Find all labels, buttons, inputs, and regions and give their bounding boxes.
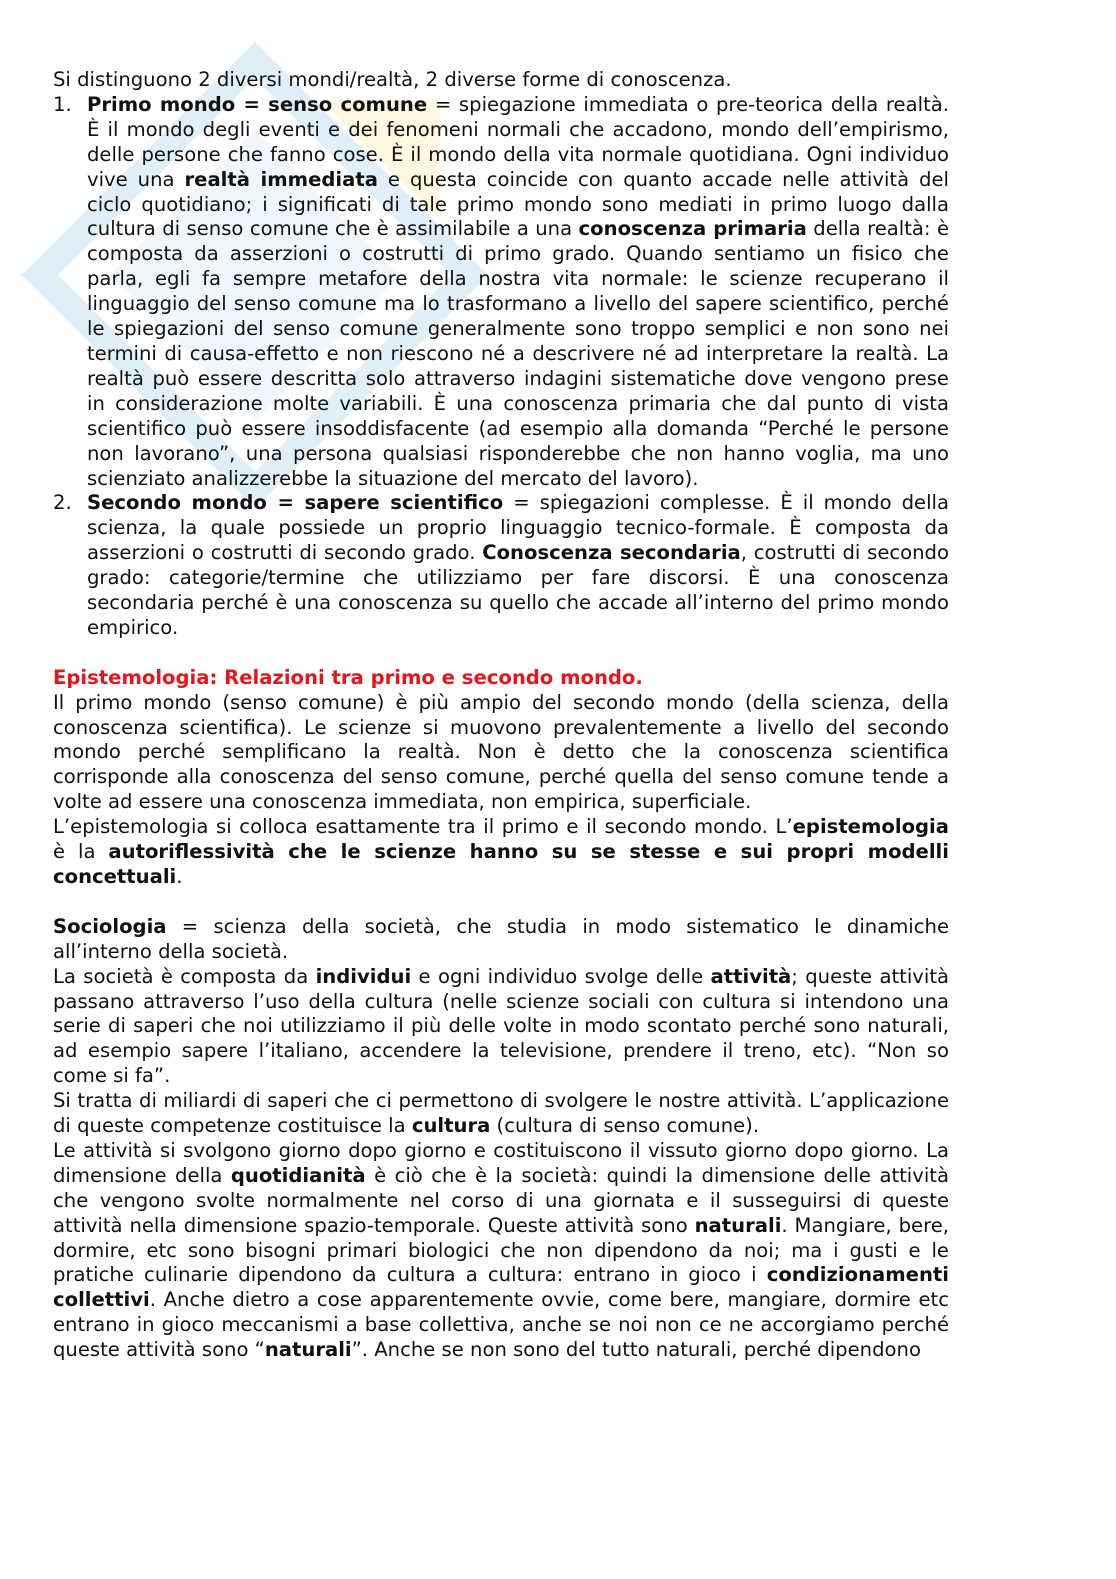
list-item-title: Primo mondo = senso comune bbox=[87, 92, 428, 116]
list-item-text: e questa coincide con quanto accade nelle attività del ciclo quotidiano; i significati di tale primo mondo sono mediati in primo luogo dalla cultura di senso comune che è assimilabile a una bbox=[87, 167, 949, 241]
bold-term: attività bbox=[710, 964, 792, 988]
text: ”. Anche se non sono del tutto naturali, perché dipendono bbox=[351, 1338, 921, 1362]
bold-term: individui bbox=[315, 964, 412, 988]
text: (cultura di senso comune). bbox=[490, 1114, 760, 1138]
list-item-text: della realtà: è composta da asserzioni o costrutti di primo grado. Quando sentiamo un fisico che parla, egli fa sempre metafore della nostra vita normale: le scienze recuperano il linguaggio del senso comune ma lo trasformano a livello del sapere scientifico, perché le spiegazioni del senso comune generalmente sono troppo semplici e non sono nei termini di causa-effetto e non riescono né a descrivere né ad interpretare la realtà. La realtà può essere descritta solo attraverso indagini sistematiche dove vengono prese in considerazione molte variabili. È una conoscenza primaria che dal punto di vista scientifico può essere insoddisfacente (ad esempio alla domanda “Perché le persone non lavorano”, una persona qualsiasi risponderebbe che non hanno voglia, ma uno scienziato analizzerebbe la situazione del mercato del lavoro). bbox=[87, 217, 949, 490]
list-item-title: Secondo mondo = sapere scientifico bbox=[87, 491, 504, 515]
list-number: 2. bbox=[53, 491, 72, 515]
bold-term: realtà immediata bbox=[184, 167, 378, 191]
section-heading-epistemology: Epistemologia: Relazioni tra primo e secondo mondo. bbox=[53, 665, 643, 689]
bold-term: cultura bbox=[411, 1114, 491, 1138]
sociology-paragraph-2 bbox=[53, 965, 949, 1090]
text: L’epistemologia si colloca esattamente tra il primo e il secondo mondo. L’ bbox=[53, 815, 793, 839]
list-item-text: = spiegazioni complesse. È il mondo della scienza, la quale possiede un proprio linguaggio tecnico-formale. È composta da asserzioni o costrutti di secondo grado. bbox=[87, 491, 949, 565]
epistemology-paragraph-1: Il primo mondo (senso comune) è più ampio del secondo mondo (della scienza, della conoscenza scientifica). Le scienze si muovono prevalentemente a livello del secondo mondo perché semplificano la realtà. Non è detto che la conoscenza scientifica corrisponde alla conoscenza del senso comune, perché quella del senso comune tende a volte ad essere una conoscenza immediata, non empirica, superficiale. bbox=[53, 690, 949, 814]
text: . bbox=[176, 864, 183, 888]
bold-term: epistemologia bbox=[792, 815, 949, 839]
text: è la bbox=[53, 840, 109, 864]
sociology-paragraph-1 bbox=[53, 915, 949, 965]
text: ; queste attività passano attraverso l’uso della cultura (nelle scienze sociali con cultura si intendono una serie di saperi che noi utilizziamo il più delle volte in modo scontato perché sono naturali, ad esempio sapere l’italiano, accendere la televisione, prendere il treno, etc). “Non so come si fa”. bbox=[53, 964, 950, 1088]
bold-term: Sociologia bbox=[53, 914, 167, 938]
bold-term: Conoscenza secondaria bbox=[482, 541, 741, 565]
bold-term: naturali bbox=[264, 1338, 352, 1362]
bold-term: quotidianità bbox=[230, 1163, 366, 1187]
text: Le attività si svolgono giorno dopo giorno e costituiscono il vissuto giorno dopo giorno. La dimensione della bbox=[53, 1138, 949, 1187]
text: . Anche dietro a cose apparentemente ovvie, come bere, mangiare, dormire etc entrano in gioco meccanismi a base collettiva, anche se noi non ce ne accorgiamo perché queste attività sono “ bbox=[53, 1288, 949, 1362]
spacer bbox=[53, 890, 949, 915]
list-number: 1. bbox=[53, 92, 72, 116]
spacer bbox=[53, 641, 949, 666]
epistemology-paragraph-2 bbox=[53, 815, 949, 890]
worlds-list bbox=[53, 93, 949, 641]
text: Si tratta di miliardi di saperi che ci permettono di svolgere le nostre attività. L’applicazione di queste competenze costituisce la bbox=[53, 1089, 949, 1138]
text: La società è composta da bbox=[53, 964, 316, 988]
list-item-text: = spiegazione immediata o pre-teorica della realtà. È il mondo degli eventi e dei fenomeni normali che accadono, mondo dell’empirismo, delle persone che fanno cose. È il mondo della vita normale quotidiana. Ogni individuo vive una bbox=[87, 92, 949, 191]
list-item-text: , costrutti di secondo grado: categorie/termine che utilizziamo per fare discorsi. È una conoscenza secondaria perché è una conoscenza su quello che accade all’interno del primo mondo empirico. bbox=[87, 541, 949, 639]
text: e ogni individuo svolge delle bbox=[411, 964, 711, 988]
list-item-second-world bbox=[53, 491, 949, 640]
text: = scienza della società, che studia in modo sistematico le dinamiche all’interno della società. bbox=[53, 914, 949, 963]
bold-term: condizionamenti collettivi bbox=[53, 1263, 949, 1312]
bold-term: autoriflessività che le scienze hanno su se stesse e sui propri modelli concettuali bbox=[53, 840, 949, 888]
text: . Mangiare, bere, dormire, etc sono bisogni primari biologici che non dipendono da noi; ma i gusti e le pratiche culinarie dipendono da cultura a cultura: entrano in gioco i bbox=[53, 1213, 949, 1287]
document-page bbox=[53, 68, 949, 1363]
text: è ciò che è la società: quindi la dimensione delle attività che vengono svolte normalmente nel corso di una giornata e il susseguirsi di queste attività nella dimensione spazio-temporale. Queste attività sono bbox=[53, 1163, 949, 1237]
sociology-paragraph-3 bbox=[53, 1089, 949, 1139]
list-item-first-world bbox=[53, 93, 949, 492]
bold-term: conoscenza primaria bbox=[578, 217, 807, 241]
sociology-paragraph-4 bbox=[53, 1139, 949, 1363]
intro-paragraph: Si distinguono 2 diversi mondi/realtà, 2 diverse forme di conoscenza. bbox=[53, 68, 732, 91]
bold-term: naturali bbox=[694, 1213, 782, 1237]
